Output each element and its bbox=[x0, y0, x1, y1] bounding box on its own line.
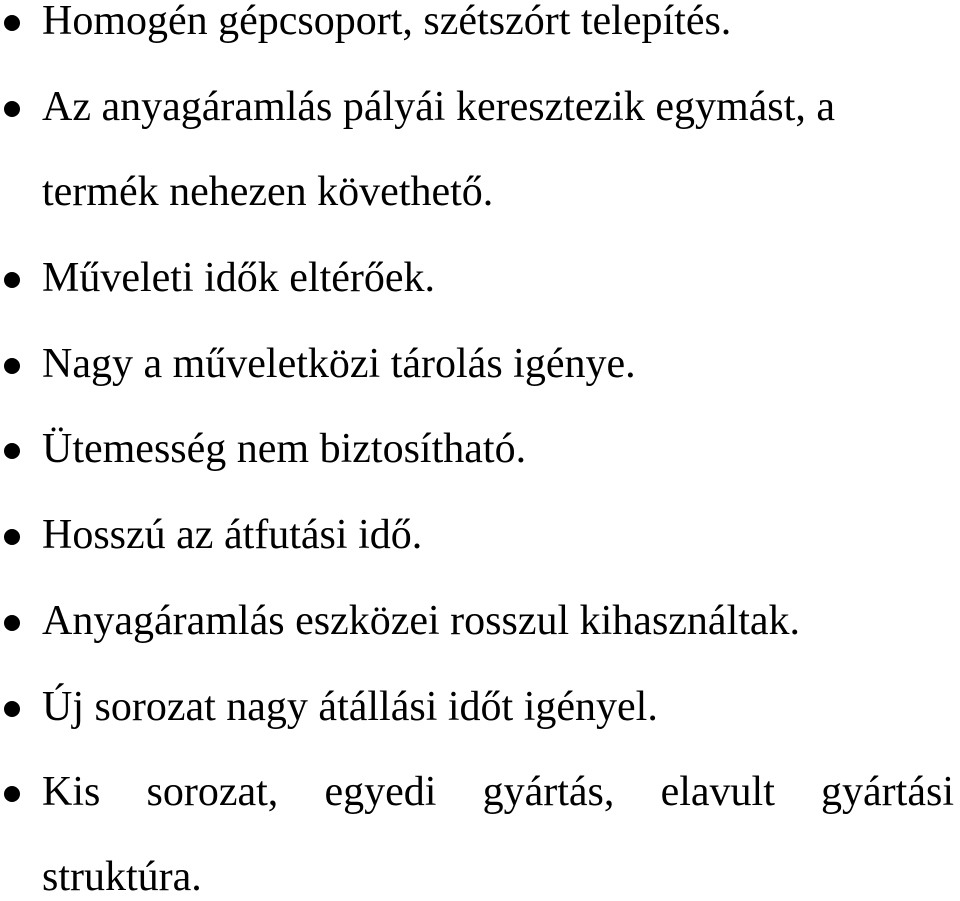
bullet-icon bbox=[4, 529, 20, 545]
list-item-text: Az anyagáramlás pályái keresztezik egymást, a bbox=[42, 84, 835, 130]
list-item-text-continued: termék nehezen követhető. bbox=[42, 169, 494, 215]
list-item-text-continued: struktúra. bbox=[42, 854, 202, 900]
bullet-icon bbox=[4, 15, 20, 31]
list-item-text: Kis sorozat, egyedi gyártás, elavult gyártási bbox=[42, 769, 954, 815]
list-item-text: Műveleti idők eltérőek. bbox=[42, 255, 436, 301]
bullet-icon bbox=[4, 443, 20, 459]
bullet-icon bbox=[4, 701, 20, 717]
list-item-text: Anyagáramlás eszközei rosszul kihasználtak. bbox=[42, 598, 801, 644]
bullet-icon bbox=[4, 272, 20, 288]
bullet-icon bbox=[4, 101, 20, 117]
bullet-icon bbox=[4, 615, 20, 631]
list-item-text: Nagy a műveletközi tárolás igénye. bbox=[42, 341, 636, 387]
list-item-text: Új sorozat nagy átállási időt igényel. bbox=[42, 684, 658, 730]
bullet-icon bbox=[4, 358, 20, 374]
list-item-text: Hosszú az átfutási idő. bbox=[42, 512, 423, 558]
list-item-text: Ütemesség nem biztosítható. bbox=[42, 426, 527, 472]
list-item-text: Homogén gépcsoport, szétszórt telepítés. bbox=[42, 0, 732, 44]
bullet-icon bbox=[4, 786, 20, 802]
